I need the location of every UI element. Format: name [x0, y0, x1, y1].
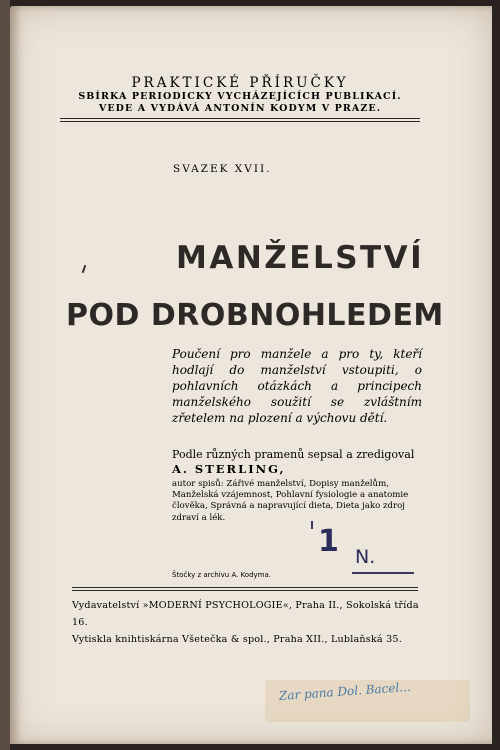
author-other-works: autor spisů: Zářivé manželství, Dopisy manželům, Manželská vzájemnost, Pohlavní fysiologie a anatomie člověka, Správná a napravující dieta, Dieta jako zdroj zdraví a lék.	[172, 479, 409, 523]
header-double-rule	[60, 118, 420, 122]
publisher-line: Vydavatelství »MODERNÍ PSYCHOLOGIE«, Praha II., Sokolská třída 16.	[72, 600, 419, 628]
book-subtitle: Poučení pro manžele a pro ty, kteří hodlají do manželství vstoupiti, o pohlavních otázkách a principech manželského soužití se zvláštním zřetelem na plození a výchovu dětí.	[172, 347, 422, 425]
book-spine-edge	[0, 0, 10, 750]
publisher-double-rule	[72, 587, 418, 591]
handwritten-number: 1	[318, 524, 339, 559]
series-title: PRAKTICKÉ PŘÍRUČKY	[131, 75, 349, 91]
book-title-line1: MANŽELSTVÍ	[176, 240, 425, 276]
handwritten-dedication: Zar pana Dol. Bacel...	[278, 679, 412, 703]
author-name: A. STERLING,	[172, 462, 286, 476]
printer-line: Vytiskla knihtiskárna Všetečka & spol., Praha XII., Lublaňská 35.	[72, 634, 402, 645]
handwritten-underline	[352, 572, 414, 574]
book-title-line2: POD DROBNOHLEDEM	[66, 298, 444, 333]
volume-number: SVAZEK XVII.	[173, 163, 272, 175]
collection-line: SBÍRKA PERIODICKY VYCHÁZEJÍCÍCH PUBLIKACÍ.	[78, 91, 402, 102]
series-header	[60, 75, 420, 122]
illustration-credit: Štočky z archivu A. Kodyma.	[172, 571, 271, 579]
handwritten-mark	[311, 521, 313, 529]
handwritten-letter: N.	[355, 546, 376, 568]
compiled-by-line: Podle různých pramenů sepsal a zredigoval	[172, 448, 415, 461]
editor-line: VEDE A VYDÁVÁ ANTONÍN KODYM V PRAZE.	[98, 103, 382, 114]
publisher-info	[72, 597, 422, 648]
